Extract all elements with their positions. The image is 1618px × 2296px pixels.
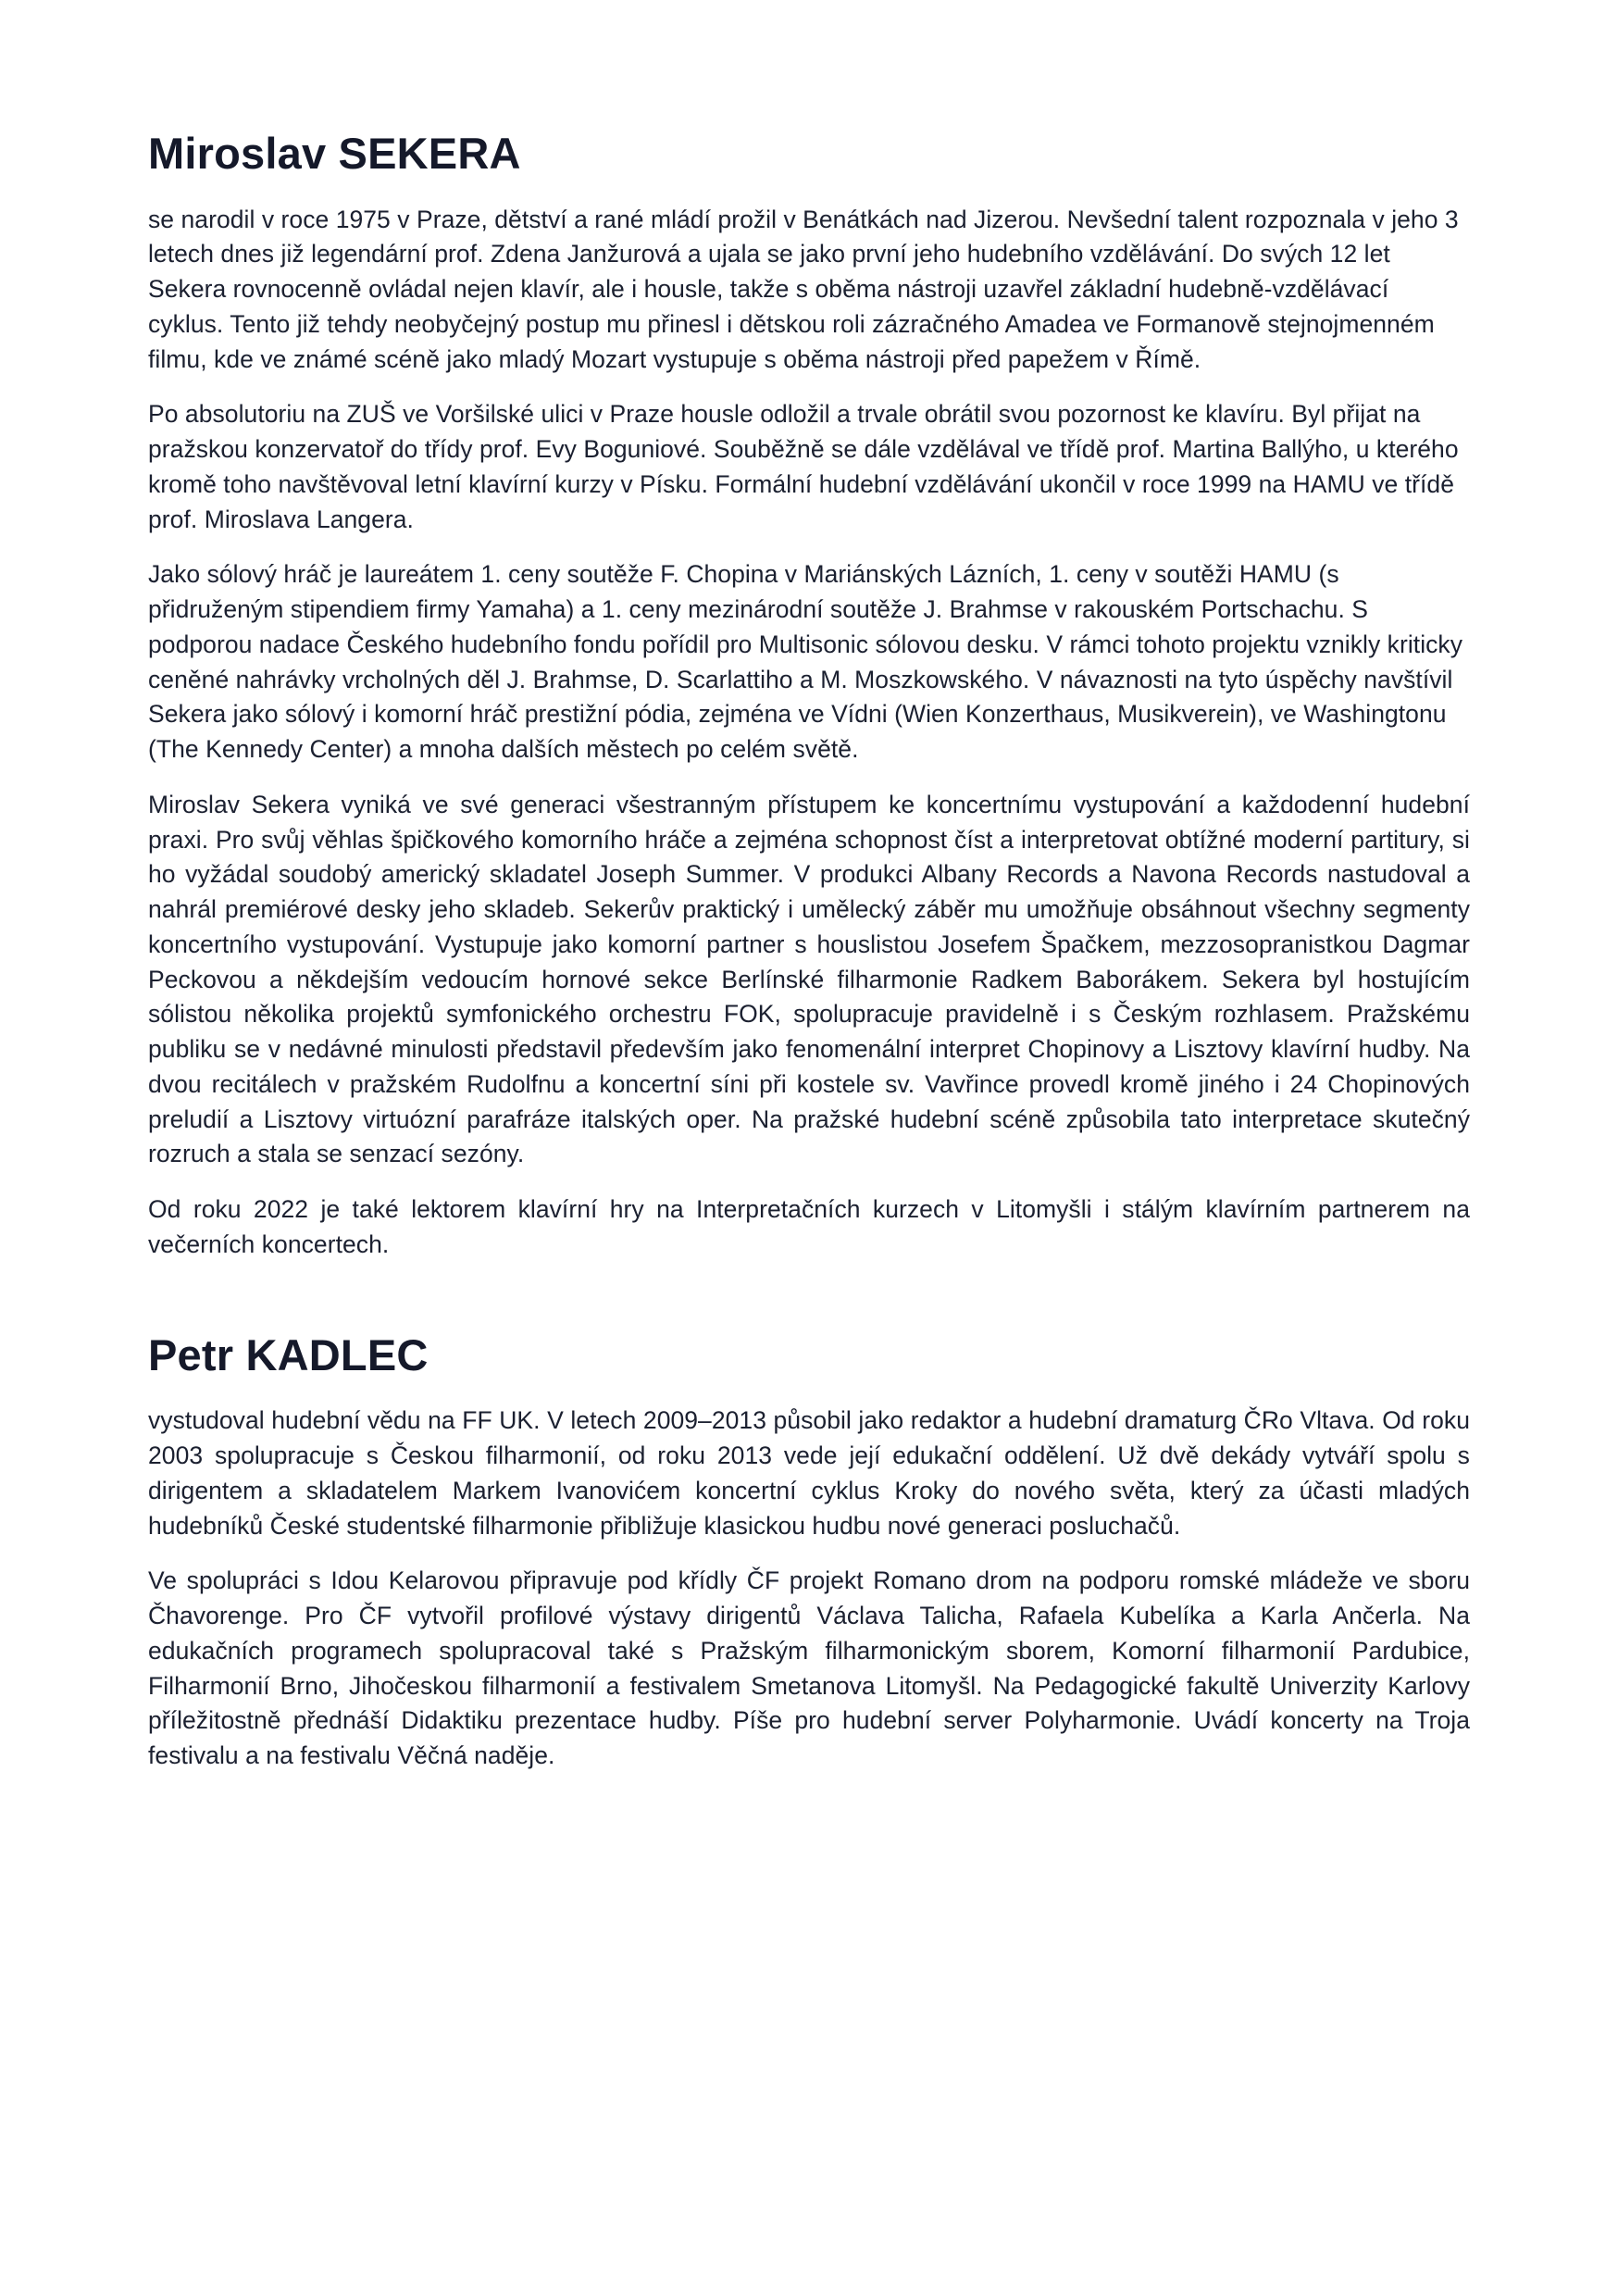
bio-paragraph: se narodil v roce 1975 v Praze, dětství a rané mládí prožil v Benátkách nad Jizerou. Nevšední talent rozpoznala v jeho 3 letech dnes již legendární prof. Zdena Janžurová a ujala se jako první jeho hudebního vzdělávání. Do svých 12 let Sekera rovnocenně ovládal nejen klavír, ale i housle, takže s oběma nástroji uzavřel základní hudebně-vzdělávací cyklus. Tento již tehdy neobyčejný postup mu přinesl i dětskou roli zázračného Amadea ve Formanově stejnojmenném filmu, kde ve známé scéně jako mladý Mozart vystupuje s oběma nástroji před papežem v Římě. [148,205,1459,373]
bio-paragraph: Miroslav Sekera vyniká ve své generaci všestranným přístupem ke koncertnímu vystupování a každodenní hudební praxi. Pro svůj věhlas špičkového komorního hráče a zejména schopnost číst a interpretovat obtížné moderní partitury, si ho vyžádal soudobý americký skladatel Joseph Summer. V produkci Albany Records a Navona Records nastudoval a nahrál premiérové desky jeho skladeb. Sekerův praktický i umělecký záběr mu umožňuje obsáhnout všechny segmenty koncertního vystupování. Vystupuje jako komorní partner s houslistou Josefem Špačkem, mezzosopranistkou Dagmar Peckovou a někdejším vedoucím hornové sekce Berlínské filharmonie Radkem Baborákem. Sekera byl hostujícím sólistou několika projektů symfonického orchestru FOK, spolupracuje pravidelně i s Českým rozhlasem. Pražskému publiku se v nedávné minulosti představil především jako fenomenální interpret Chopinovy a Lisztovy klavírní hudby. Na dvou recitálech v pražském Rudolfnu a koncertní síni při kostele sv. Vavřince provedl kromě jiného i 24 Chopinových preludií a Lisztovy virtuózní parafráze italských oper. Na pražské hudební scéně způsobila tato interpretace skutečný rozruch a stala se senzací sezóny. [148,790,1470,1168]
bio-paragraph: Jako sólový hráč je laureátem 1. ceny soutěže F. Chopina v Mariánských Lázních, 1. ceny v soutěži HAMU (s přidruženým stipendiem firmy Yamaha) a 1. ceny mezinárodní soutěže J. Brahmse v rakouském Portschachu. S podporou nadace Českého hudebního fondu pořídil pro Multisonic sólovou desku. V rámci tohoto projektu vznikly kriticky ceněné nahrávky vrcholných děl J. Brahmse, D. Scarlattiho a M. Moszkowského. V návaznosti na tyto úspěchy navštívil Sekera jako sólový i komorní hráč prestižní pódia, zejména ve Vídni (Wien Konzerthaus, Musikverein), ve Washingtonu (The Kennedy Center) a mnoha dalších městech po celém světě. [148,560,1463,764]
bio-section-kadlec [148,1331,1470,1774]
page-title-sekera: Miroslav SEKERA [148,129,521,178]
bio-section-sekera [148,130,1470,1263]
bio-paragraph: vystudoval hudební vědu na FF UK. V letech 2009–2013 působil jako redaktor a hudební dramaturg ČRo Vltava. Od roku 2003 spolupracuje s Českou filharmonií, od roku 2013 vede její edukační oddělení. Už dvě dekády vytváří spolu s dirigentem a skladatelem Markem Ivanovićem koncertní cyklus Kroky do nového světa, který za účasti mladých hudebníků České studentské filharmonie přibližuje klasickou hudbu nové generaci posluchačů. [148,1406,1470,1540]
bio-paragraph: Po absolutoriu na ZUŠ ve Voršilské ulici v Praze housle odložil a trvale obrátil svou pozornost ke klavíru. Byl přijat na pražskou konzervatoř do třídy prof. Evy Boguniové. Souběžně se dále vzdělával ve třídě prof. Martina Ballýho, u kterého kromě toho navštěvoval letní klavírní kurzy v Písku. Formální hudební vzdělávání ukončil v roce 1999 na HAMU ve třídě prof. Miroslava Langera. [148,400,1459,533]
page-title-kadlec: Petr KADLEC [148,1329,429,1379]
bio-paragraph: Ve spolupráci s Idou Kelarovou připravuje pod křídly ČF projekt Romano drom na podporu romské mládeže ve sboru Čhavorenge. Pro ČF vytvořil profilové výstavy dirigentů Václava Talicha, Rafaela Kubelíka a Karla Ančerla. Na edukačních programech spolupracoval také s Pražským filharmonickým sborem, Komorní filharmonií Pardubice, Filharmonií Brno, Jihočeskou filharmonií a festivalem Smetanova Litomyšl. Na Pedagogické fakultě Univerzity Karlovy příležitostně přednáší Didaktiku prezentace hudby. Píše pro hudební server Polyharmonie. Uvádí koncerty na Troja festivalu a na festivalu Věčná naděje. [148,1566,1470,1769]
bio-paragraph: Od roku 2022 je také lektorem klavírní hry na Interpretačních kurzech v Litomyšli i stálým klavírním partnerem na večerních koncertech. [148,1195,1470,1258]
